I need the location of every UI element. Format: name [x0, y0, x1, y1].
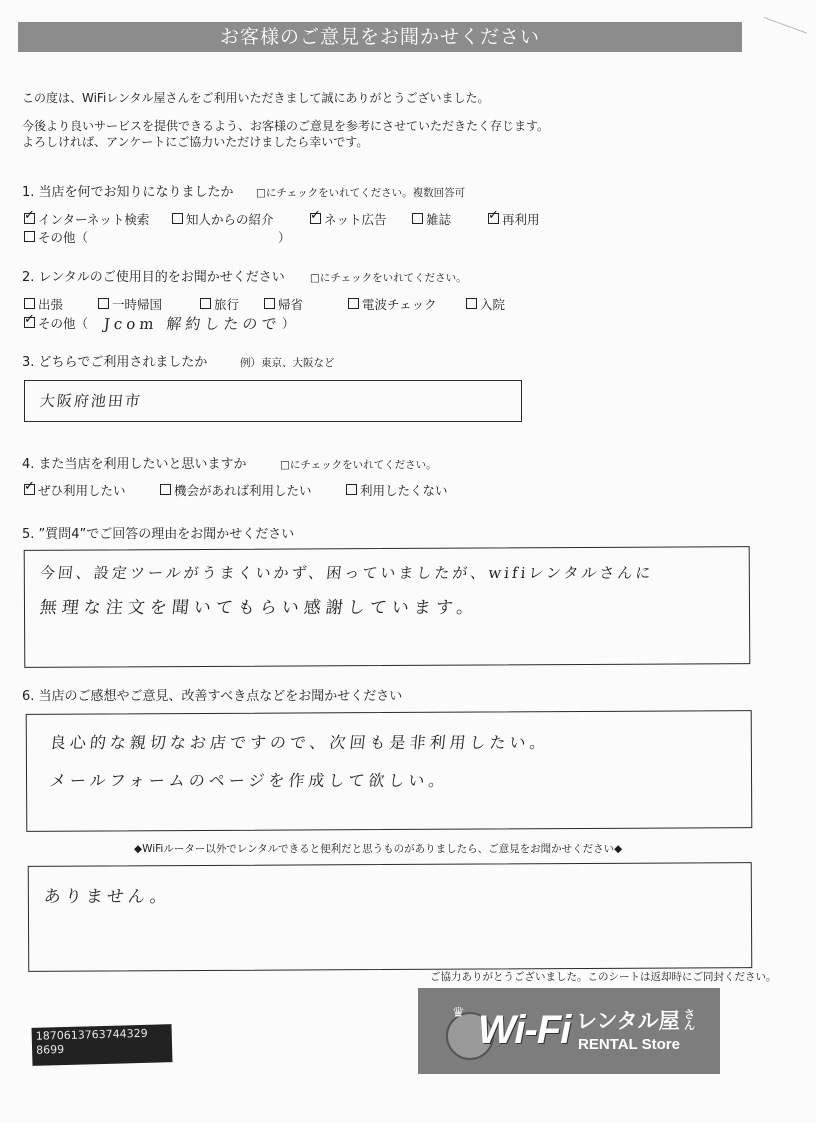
q2-other-close-paren: ） [282, 316, 295, 331]
q1-option-magazine[interactable]: 雑誌 [412, 212, 451, 227]
q2-option-homecoming[interactable]: 帰省 [264, 297, 303, 312]
survey-title-banner: お客様のご意見をお聞かせください [18, 22, 742, 52]
intro-line-1: この度は、WiFiレンタル屋さんをご利用いただきまして誠にありがとうございました。 [22, 91, 490, 105]
q4-option-definitely[interactable]: ✓ぜひ利用したい [24, 483, 126, 498]
question-7-label: ◆WiFiルーター以外でレンタルできると便利だと思うものがありましたら、ご意見をお聞かせください◆ [134, 843, 623, 855]
checkbox-icon[interactable] [98, 298, 109, 309]
crown-icon: ♛ [452, 1005, 465, 1021]
q2-other-handwritten-answer: Jcom 解約したので [103, 315, 282, 333]
q2-option-hospital[interactable]: 入院 [466, 297, 505, 312]
question-3-label: 3. どちらでご利用されましたか [22, 355, 208, 370]
q7-handwritten-answer: ありません。 [42, 887, 172, 907]
logo-wifi-text: Wi-Fi [478, 1008, 571, 1052]
checkbox-icon[interactable] [348, 298, 359, 309]
q4-option-not-again[interactable]: 利用したくない [346, 483, 448, 498]
q3-handwritten-answer: 大阪府池田市 [39, 392, 143, 410]
q2-option-signal-check[interactable]: 電波チェック [348, 297, 437, 312]
checkbox-icon[interactable] [24, 231, 35, 242]
intro-line-3: よろしければ、アンケートにご協力いただけましたら幸いです。 [22, 135, 369, 149]
redacted-order-number [32, 1024, 173, 1066]
q6-handwritten-line-2: メールフォームのページを作成して欲しい。 [48, 771, 450, 790]
logo-english-text: RENTAL Store [578, 1036, 680, 1053]
q5-handwritten-line-1: 今回、設定ツールがうまくいかず、困っていましたが、wifiレンタルさんに [39, 564, 655, 582]
question-6-label: 6. 当店のご感想やご意見、改善すべき点などをお聞かせください [22, 689, 403, 704]
question-3-hint: 例）東京、大阪など [240, 357, 335, 369]
logo-san-text: さん [684, 1009, 695, 1032]
checkbox-icon[interactable] [172, 213, 183, 224]
q2-option-travel[interactable]: 旅行 [200, 297, 239, 312]
question-1-hint: □にチェックをいれてください。複数回答可 [256, 187, 466, 199]
question-2-label: 2. レンタルのご使用目的をお聞かせください [22, 270, 285, 285]
q4-option-if-chance[interactable]: 機会があれば利用したい [160, 483, 312, 498]
checkbox-icon[interactable] [346, 484, 357, 495]
q2-option-temporary-return[interactable]: 一時帰国 [98, 297, 162, 312]
checkbox-checked-icon[interactable] [24, 213, 35, 224]
question-4-label: 4. また当店を利用したいと思いますか [22, 457, 247, 472]
page-fold-mark [764, 0, 814, 34]
checkbox-icon[interactable] [466, 298, 477, 309]
q1-option-net-ad[interactable]: ✓ ネット広告 [310, 212, 387, 227]
q6-handwritten-line-1: 良心的な親切なお店ですので、次回も是非利用したい。 [48, 733, 551, 752]
q2-option-business-trip[interactable]: 出張 [24, 297, 63, 312]
redacted-line-2: 8699 [35, 1042, 65, 1057]
checkbox-checked-icon[interactable] [24, 317, 35, 328]
q1-other-close-paren: ） [278, 230, 291, 245]
q2-option-other[interactable]: ✓その他（ [24, 316, 88, 331]
checkbox-checked-icon[interactable] [24, 484, 35, 495]
q1-option-internet-search[interactable]: ✓インターネット検索 [24, 212, 149, 227]
checkbox-icon[interactable] [412, 213, 423, 224]
q5-handwritten-line-2: 無理な注文を聞いてもらい感謝しています。 [38, 598, 480, 618]
q1-option-other[interactable]: その他（ [24, 230, 88, 245]
checkbox-checked-icon[interactable] [488, 213, 499, 224]
redacted-line-1: 1870613763744329 [35, 1026, 148, 1043]
q1-option-reuse[interactable]: ✓ 再利用 [488, 212, 540, 227]
checkbox-icon[interactable] [264, 298, 275, 309]
checkbox-icon[interactable] [160, 484, 171, 495]
question-2-hint: □にチェックをいれてください。 [310, 272, 467, 284]
intro-line-2: 今後より良いサービスを提供できるよう、お客様のご意見を参考にさせていただきたく存じます。 [22, 119, 550, 133]
question-5-label: 5. ”質問4”でご回答の理由をお聞かせください [22, 527, 295, 542]
q1-option-referral[interactable]: 知人からの紹介 [172, 212, 274, 227]
q7-answer-box[interactable] [28, 862, 753, 972]
question-4-hint: □にチェックをいれてください。 [280, 459, 437, 471]
checkbox-icon[interactable] [200, 298, 211, 309]
footer-thanks: ご協力ありがとうございました。このシートは返却時にご同封ください。 [430, 971, 777, 983]
checkbox-icon[interactable] [24, 298, 35, 309]
logo-japanese-text: レンタル屋 [576, 1010, 680, 1033]
checkbox-checked-icon[interactable] [310, 213, 321, 224]
question-1-label: 1. 当店を何でお知りになりましたか [22, 185, 234, 200]
